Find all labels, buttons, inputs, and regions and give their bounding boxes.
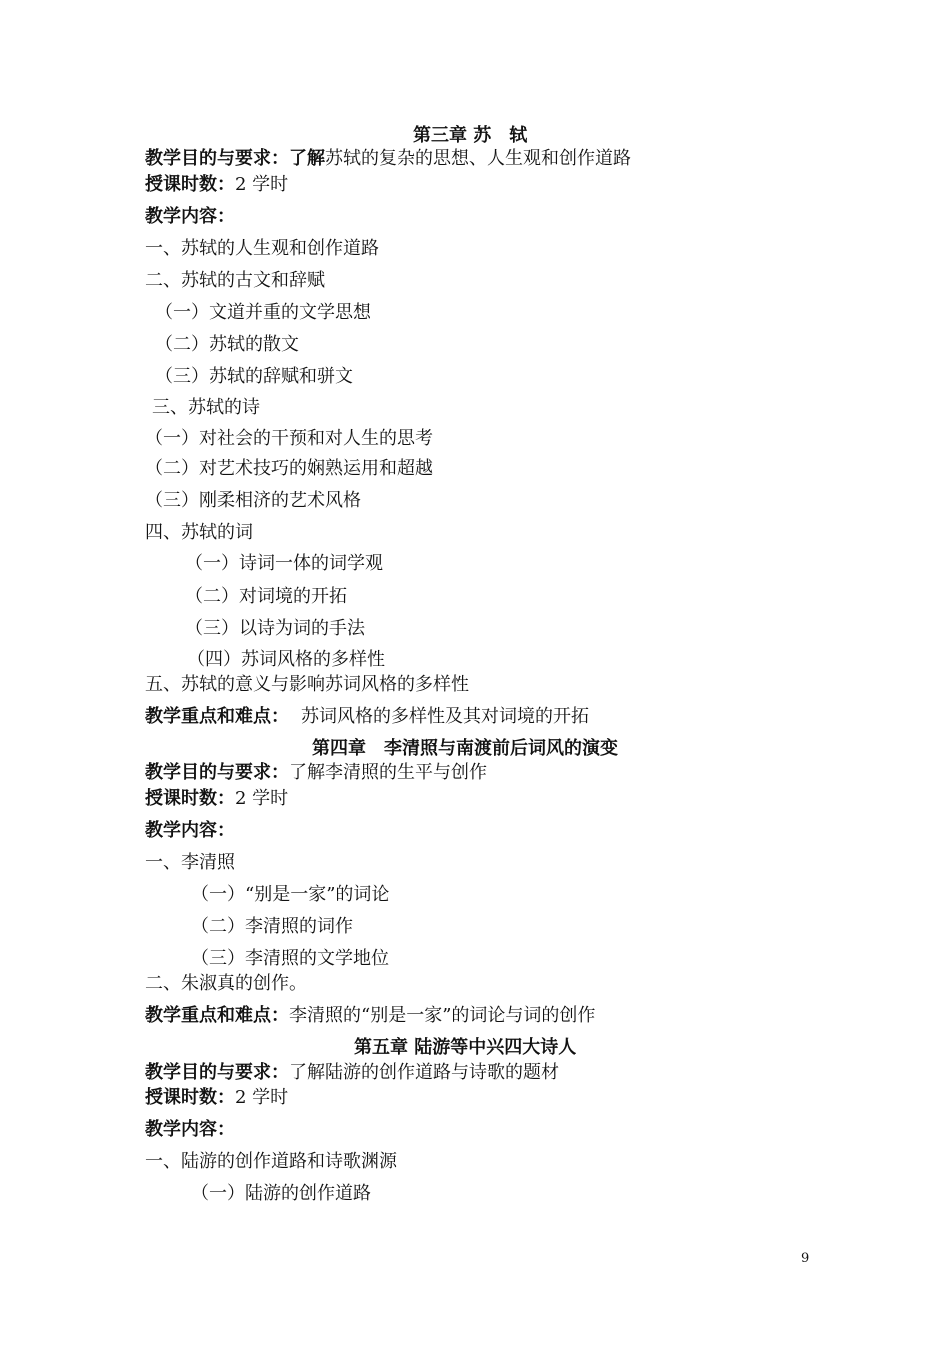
ch3-item: 五、苏轼的意义与影响苏词风格的多样性 (145, 674, 469, 695)
ch3-content-label: 教学内容： (145, 206, 235, 227)
page-number: 9 (801, 1251, 810, 1266)
ch3-item: （二）苏轼的散文 (155, 334, 299, 355)
ch5-goal-line (145, 1062, 559, 1084)
ch3-item: 二、苏轼的古文和辞赋 (145, 270, 325, 291)
ch5-hours-label: 授课时数： (145, 1087, 235, 1108)
ch4-goal-text: 了解李清照的生平与创作 (289, 762, 487, 783)
ch4-goal-label: 教学目的与要求： (145, 762, 289, 783)
ch4-content-label: 教学内容： (145, 820, 235, 841)
ch3-goal-bold: 了解 (289, 148, 325, 169)
ch3-item: （三）苏轼的辞赋和骈文 (155, 366, 353, 387)
ch3-item: （四）苏词风格的多样性 (187, 649, 385, 670)
ch4-key-label: 教学重点和难点： (145, 1005, 289, 1026)
ch3-hours-line (145, 174, 288, 196)
ch5-content-label: 教学内容： (145, 1119, 235, 1140)
ch4-key-line (145, 1005, 595, 1027)
chapter-5-title: 第五章 陆游等中兴四大诗人 (354, 1037, 577, 1058)
chapter-4-title: 第四章 李清照与南渡前后词风的演变 (312, 738, 618, 759)
ch3-item: （三）以诗为词的手法 (185, 618, 365, 639)
ch3-key-text: 苏词风格的多样性及其对词境的开拓 (301, 706, 589, 727)
ch3-item: 一、苏轼的人生观和创作道路 (145, 238, 379, 259)
ch3-goal-label: 教学目的与要求： (145, 148, 289, 169)
ch5-item: （一）陆游的创作道路 (191, 1183, 371, 1204)
ch3-item: （一）文道并重的文学思想 (155, 302, 371, 323)
ch4-item: （三）李清照的文学地位 (191, 948, 389, 969)
ch4-hours-text: 2 学时 (235, 788, 289, 809)
ch3-key-label: 教学重点和难点： (145, 706, 289, 727)
ch4-goal-line (145, 762, 487, 784)
ch3-item: （三）刚柔相济的艺术风格 (145, 490, 361, 511)
ch4-item: （二）李清照的词作 (191, 916, 353, 937)
ch4-item: 二、朱淑真的创作。 (145, 973, 307, 994)
ch3-item: （一）诗词一体的词学观 (185, 553, 383, 574)
ch4-hours-line (145, 788, 288, 810)
ch3-hours-label: 授课时数： (145, 174, 235, 195)
ch3-item: （二）对词境的开拓 (185, 586, 347, 607)
ch5-hours-line (145, 1087, 288, 1109)
ch5-goal-text: 了解陆游的创作道路与诗歌的题材 (289, 1062, 559, 1083)
ch5-goal-label: 教学目的与要求： (145, 1062, 289, 1083)
ch3-item: （二）对艺术技巧的娴熟运用和超越 (145, 458, 433, 479)
ch4-hours-label: 授课时数： (145, 788, 235, 809)
ch3-hours-text: 2 学时 (235, 174, 289, 195)
ch4-key-text: 李清照的“别是一家”的词论与词的创作 (289, 1005, 596, 1026)
ch3-item: 三、苏轼的诗 (152, 397, 260, 418)
ch4-item: 一、李清照 (145, 852, 235, 873)
ch3-goal-line (145, 148, 631, 170)
ch3-item: 四、苏轼的词 (145, 522, 253, 543)
chapter-3-title: 第三章 苏 轼 (413, 125, 528, 146)
ch5-item: 一、陆游的创作道路和诗歌渊源 (145, 1151, 397, 1172)
ch3-goal-text: 苏轼的复杂的思想、人生观和创作道路 (325, 148, 631, 169)
ch3-key-line (145, 706, 589, 728)
ch3-item: （一）对社会的干预和对人生的思考 (145, 428, 433, 449)
ch4-item: （一）“别是一家”的词论 (191, 884, 390, 905)
ch5-hours-text: 2 学时 (235, 1087, 289, 1108)
